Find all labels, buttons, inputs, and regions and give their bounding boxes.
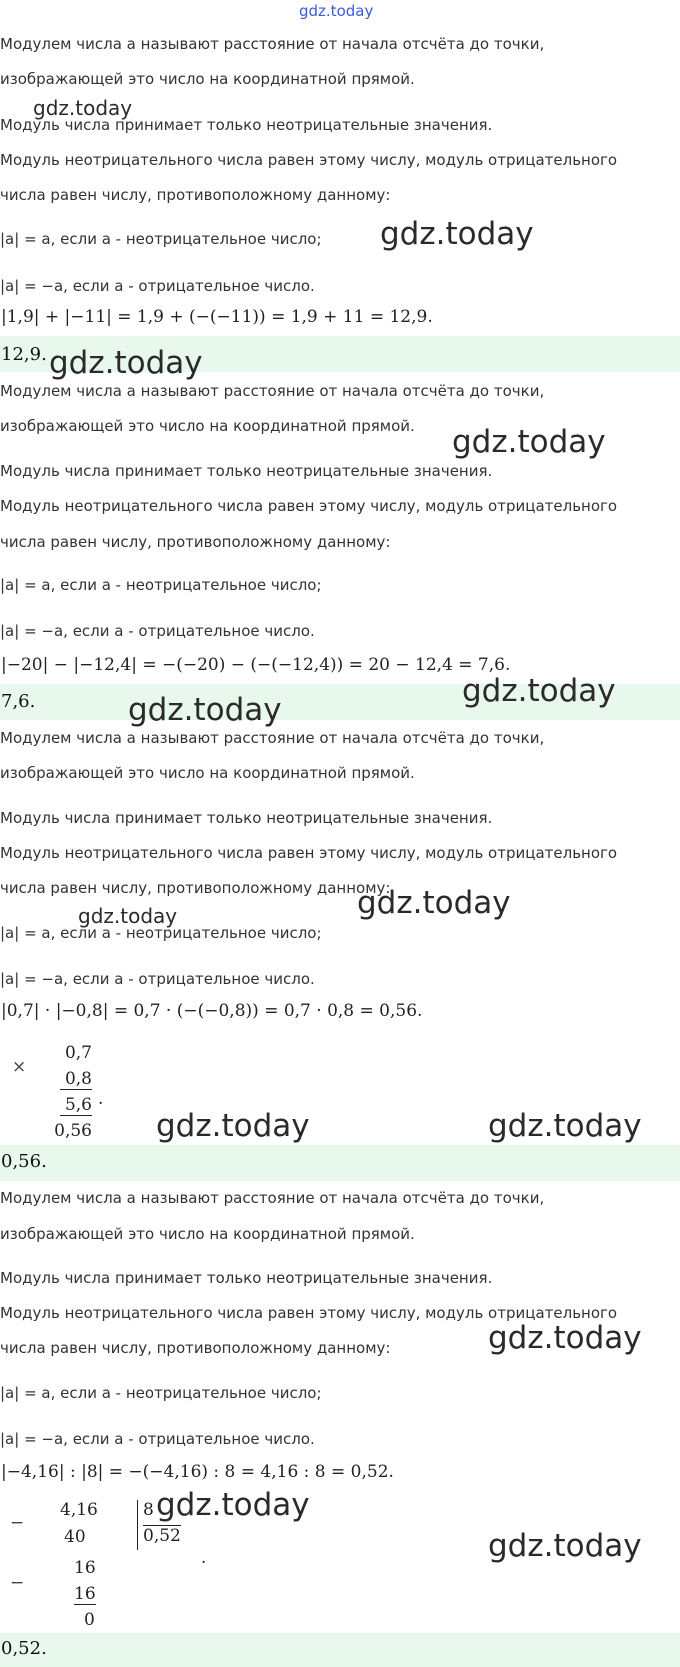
definition-line: Модуль неотрицательного числа равен этому числу, модуль отрицательного: [0, 844, 618, 862]
definition-line: Модулем числа a называют расстояние от начала отсчёта до точки,: [0, 1189, 545, 1207]
watermark: gdz.today: [357, 885, 511, 921]
watermark: gdz.today: [156, 1487, 310, 1523]
answer-background: [0, 1633, 680, 1667]
rule-nonnegative: |a| = a, если a - неотрицательное число;: [0, 576, 322, 594]
watermark: gdz.today: [462, 673, 616, 709]
answer-background: [0, 1145, 680, 1181]
multiplicand: 0,7: [64, 1043, 92, 1063]
dot: .: [201, 1548, 207, 1568]
watermark: gdz.today: [488, 1108, 642, 1144]
watermark: gdz.today: [380, 216, 534, 252]
definition-line: Модуль неотрицательного числа равен этому числу, модуль отрицательного: [0, 151, 618, 169]
watermark: gdz.today: [488, 1528, 642, 1564]
definition-line: Модуль неотрицательного числа равен этому числу, модуль отрицательного: [0, 497, 618, 515]
product: 0,56: [54, 1121, 92, 1141]
multiply-sign: ×: [12, 1057, 27, 1077]
rule-negative: |a| = −a, если a - отрицательное число.: [0, 277, 315, 295]
definition-line: числа равен числу, противоположному данному:: [0, 186, 391, 204]
watermark: gdz.today: [156, 1108, 310, 1144]
minus-sign: −: [10, 1573, 25, 1593]
answer: 12,9.: [1, 344, 47, 365]
definition-line: изображающей это число на координатной прямой.: [0, 417, 415, 435]
watermark: gdz.today: [452, 424, 606, 460]
calculation: |−4,16| : |8| = −(−4,16) : 8 = 4,16 : 8 = 0,52.: [1, 1462, 394, 1482]
answer: 0,52.: [1, 1638, 47, 1659]
definition-line: Модулем числа a называют расстояние от начала отсчёта до точки,: [0, 382, 545, 400]
definition-line: Модуль числа принимает только неотрицательные значения.: [0, 809, 493, 827]
definition-line: Модулем числа a называют расстояние от начала отсчёта до точки,: [0, 35, 545, 53]
answer: 0,56.: [1, 1151, 47, 1172]
definition-line: Модуль числа принимает только неотрицательные значения.: [0, 462, 493, 480]
definition-line: изображающей это число на координатной прямой.: [0, 764, 415, 782]
watermark: gdz.today: [128, 692, 282, 728]
definition-line: изображающей это число на координатной прямой.: [0, 70, 415, 88]
dividend: 4,16: [60, 1500, 98, 1520]
final-remainder: 0: [84, 1610, 95, 1630]
definition-line: Модуль неотрицательного числа равен этому числу, модуль отрицательного: [0, 1304, 618, 1322]
division-bar: [137, 1500, 138, 1550]
multiplier: 0,8: [60, 1069, 92, 1090]
definition-line: числа равен числу, противоположному данному:: [0, 533, 391, 551]
watermark-top: gdz.today: [299, 2, 374, 20]
subtrahend: 16: [74, 1584, 96, 1604]
rule-nonnegative: |a| = a, если a - неотрицательное число;: [0, 1384, 322, 1402]
calculation: |1,9| + |−11| = 1,9 + (−(−11)) = 1,9 + 11 = 12,9.: [1, 307, 433, 327]
definition-line: Модулем числа a называют расстояние от начала отсчёта до точки,: [0, 729, 545, 747]
definition-line: изображающей это число на координатной прямой.: [0, 1225, 415, 1243]
minus-sign: −: [10, 1513, 25, 1533]
rule-negative: |a| = −a, если a - отрицательное число.: [0, 622, 315, 640]
rule-nonnegative: |a| = a, если a - неотрицательное число;: [0, 230, 322, 248]
remainder: 16: [74, 1558, 96, 1578]
answer: 7,6.: [1, 691, 36, 712]
watermark: gdz.today: [488, 1320, 642, 1356]
watermark: gdz.today: [33, 96, 133, 120]
divisor: 8: [143, 1500, 154, 1520]
partial-product: 5,6: [60, 1095, 92, 1116]
rule-negative: |a| = −a, если a - отрицательное число.: [0, 1430, 315, 1448]
calculation: |−20| − |−12,4| = −(−20) − (−(−12,4)) = 20 − 12,4 = 7,6.: [1, 655, 511, 675]
subtrahend: 40: [64, 1527, 86, 1547]
definition-line: числа равен числу, противоположному данному:: [0, 879, 391, 897]
calculation: |0,7| · |−0,8| = 0,7 · (−(−0,8)) = 0,7 · 0,8 = 0,56.: [1, 1001, 423, 1021]
definition-line: Модуль числа принимает только неотрицательные значения.: [0, 116, 493, 134]
quotient: 0,52: [143, 1526, 181, 1546]
watermark: gdz.today: [49, 345, 203, 381]
watermark: gdz.today: [78, 904, 178, 928]
rule-nonnegative: |a| = a, если a - неотрицательное число;: [0, 924, 322, 942]
dot: .: [98, 1089, 104, 1109]
rule-negative: |a| = −a, если a - отрицательное число.: [0, 970, 315, 988]
definition-line: числа равен числу, противоположному данному:: [0, 1339, 391, 1357]
definition-line: Модуль числа принимает только неотрицательные значения.: [0, 1269, 493, 1287]
